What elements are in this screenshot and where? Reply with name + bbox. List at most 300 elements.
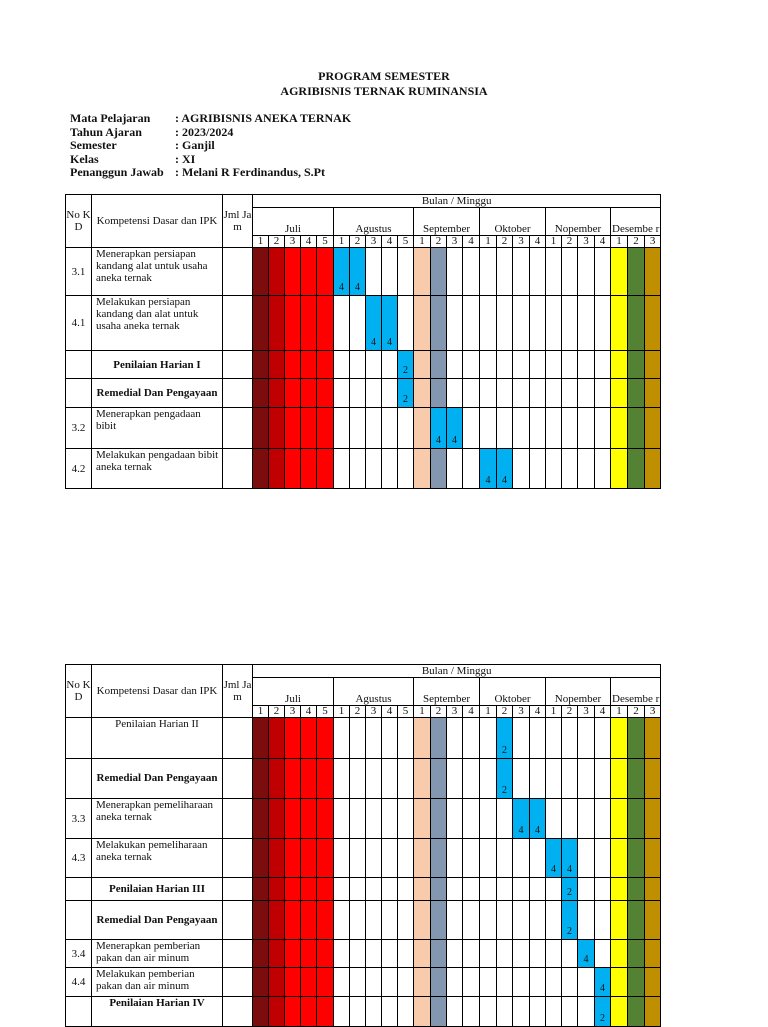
week-cell (497, 839, 513, 878)
week-cell (546, 296, 562, 351)
week-cell (497, 718, 513, 759)
week-cell (382, 296, 398, 351)
week-cell (628, 408, 645, 449)
kd-number (66, 718, 92, 759)
week-cell (595, 878, 611, 901)
week-cell (431, 351, 447, 379)
week-cell (530, 839, 546, 878)
week-cell (301, 839, 317, 878)
week-cell (645, 878, 661, 901)
hours-cell (223, 408, 253, 449)
week-cell (497, 997, 513, 1027)
schedule-row (66, 248, 661, 296)
week-cell (530, 296, 546, 351)
week-cell (398, 968, 414, 997)
kd-description: Menerapkan pemberian pakan dan air minum (92, 940, 223, 968)
week-cell (530, 878, 546, 901)
week-cell (398, 718, 414, 759)
week-cell (513, 997, 530, 1027)
week-number: 3 (578, 706, 595, 718)
week-cell (645, 901, 661, 940)
week-cell (447, 379, 463, 408)
week-cell (285, 351, 301, 379)
hours-cell (223, 799, 253, 839)
kd-number-header: No K D (66, 195, 92, 248)
week-cell (546, 968, 562, 997)
meta-row (70, 126, 351, 140)
week-cell (285, 379, 301, 408)
week-number: 2 (269, 706, 285, 718)
week-cell (628, 968, 645, 997)
hours-allocated: 4 (436, 435, 441, 446)
week-cell (628, 878, 645, 901)
week-cell (463, 997, 480, 1027)
week-cell (611, 839, 628, 878)
week-cell (562, 351, 578, 379)
week-cell (317, 759, 334, 799)
schedule-row (66, 351, 661, 379)
hours-allocated: 4 (583, 954, 589, 965)
week-number: 4 (595, 706, 611, 718)
week-cell (480, 940, 497, 968)
week-cell (447, 296, 463, 351)
week-cell (595, 379, 611, 408)
week-cell (366, 968, 382, 997)
week-cell (317, 718, 334, 759)
week-cell (382, 839, 398, 878)
week-cell (414, 759, 431, 799)
week-number: 1 (253, 706, 269, 718)
week-cell (611, 379, 628, 408)
hours-allocated: 2 (502, 745, 507, 756)
week-cell (546, 940, 562, 968)
week-cell (285, 759, 301, 799)
month-header: Desembe r (611, 678, 661, 706)
week-cell (366, 940, 382, 968)
week-cell (578, 968, 595, 997)
week-cell (431, 759, 447, 799)
week-cell (497, 968, 513, 997)
week-cell (595, 351, 611, 379)
week-cell (334, 799, 350, 839)
week-cell (447, 940, 463, 968)
week-cell (285, 878, 301, 901)
week-cell (414, 296, 431, 351)
week-cell (269, 901, 285, 940)
week-cell (269, 799, 285, 839)
doc-title: PROGRAM SEMESTER (318, 69, 450, 83)
week-cell (301, 799, 317, 839)
month-header: Nopember (546, 678, 611, 706)
week-cell (447, 878, 463, 901)
week-cell (301, 901, 317, 940)
week-cell (628, 296, 645, 351)
week-cell (350, 940, 366, 968)
week-cell (253, 351, 269, 379)
week-cell (463, 901, 480, 940)
week-cell (546, 997, 562, 1027)
week-cell (317, 799, 334, 839)
week-cell (463, 248, 480, 296)
week-number: 1 (334, 236, 350, 248)
week-cell (317, 997, 334, 1027)
week-cell (463, 449, 480, 489)
week-cell (546, 408, 562, 449)
hours-cell (223, 449, 253, 489)
kd-number: 4.2 (66, 449, 92, 489)
week-cell (463, 799, 480, 839)
week-cell (546, 799, 562, 839)
week-cell (301, 878, 317, 901)
week-cell (595, 901, 611, 940)
week-cell (431, 968, 447, 997)
kd-number (66, 901, 92, 940)
week-cell (350, 968, 366, 997)
week-cell (285, 248, 301, 296)
week-cell (414, 248, 431, 296)
week-cell (414, 940, 431, 968)
week-number: 4 (530, 706, 546, 718)
hours-allocated: 2 (403, 365, 408, 376)
week-cell (366, 248, 382, 296)
kd-description: Menerapkan persiapan kandang alat untuk usaha aneka ternak (92, 248, 223, 296)
week-cell (366, 296, 382, 351)
week-cell (611, 940, 628, 968)
week-cell (530, 718, 546, 759)
week-cell (611, 759, 628, 799)
week-cell (398, 901, 414, 940)
week-cell (463, 408, 480, 449)
week-cell (253, 901, 269, 940)
hours-cell (223, 296, 253, 351)
week-cell (513, 718, 530, 759)
meta-label: Kelas (70, 151, 99, 166)
week-cell (414, 408, 431, 449)
week-cell (334, 901, 350, 940)
week-cell (562, 997, 578, 1027)
week-cell (317, 878, 334, 901)
hours-allocated: 4 (452, 435, 457, 446)
kd-number (66, 878, 92, 901)
week-cell (497, 878, 513, 901)
week-cell (317, 940, 334, 968)
kd-description: Remedial Dan Pengayaan (92, 759, 223, 799)
week-cell (447, 449, 463, 489)
week-cell (546, 449, 562, 489)
kd-description: Melakukan pemeliharaan aneka ternak (92, 839, 223, 878)
week-cell (366, 351, 382, 379)
week-cell (546, 878, 562, 901)
week-cell (269, 351, 285, 379)
week-cell (285, 799, 301, 839)
week-cell (414, 968, 431, 997)
week-cell (611, 351, 628, 379)
week-cell (463, 718, 480, 759)
week-cell (595, 759, 611, 799)
month-header: Agustus (334, 208, 414, 236)
week-number: 3 (513, 706, 530, 718)
schedule-row (66, 940, 661, 968)
schedule-row (66, 968, 661, 997)
week-cell (253, 839, 269, 878)
hours-cell (223, 718, 253, 759)
week-number: 2 (431, 706, 447, 718)
meta-label: Mata Pelajaran (70, 111, 151, 125)
week-cell (463, 968, 480, 997)
week-number: 2 (350, 236, 366, 248)
week-cell (414, 351, 431, 379)
week-cell (578, 296, 595, 351)
week-number: 4 (382, 236, 398, 248)
hours-allocated: 4 (485, 475, 491, 486)
schedule-row (66, 449, 661, 489)
week-cell (414, 839, 431, 878)
week-cell (350, 839, 366, 878)
month-header: Oktober (480, 208, 546, 236)
kd-number: 4.3 (66, 839, 92, 878)
week-number: 2 (497, 706, 513, 718)
week-cell (301, 296, 317, 351)
week-cell (628, 718, 645, 759)
week-cell (334, 940, 350, 968)
meta-label: Semester (70, 138, 117, 152)
week-cell (431, 997, 447, 1027)
week-cell (578, 878, 595, 901)
week-number: 3 (285, 236, 301, 248)
hours-allocated: 4 (355, 282, 360, 293)
week-cell (546, 351, 562, 379)
week-number: 1 (611, 706, 628, 718)
week-cell (628, 449, 645, 489)
week-cell (595, 408, 611, 449)
week-cell (350, 759, 366, 799)
week-cell (366, 839, 382, 878)
kd-title-header: Kompetensi Dasar dan IPK (92, 665, 223, 718)
week-cell (382, 759, 398, 799)
week-cell (530, 449, 546, 489)
week-cell (530, 759, 546, 799)
meta-row (70, 166, 351, 180)
week-cell (645, 997, 661, 1027)
week-cell (398, 449, 414, 489)
week-cell (480, 997, 497, 1027)
hours-allocated: 4 (518, 825, 524, 836)
week-cell (366, 997, 382, 1027)
week-cell (398, 839, 414, 878)
week-cell (285, 408, 301, 449)
week-cell (414, 878, 431, 901)
week-cell (334, 759, 350, 799)
month-header: September (414, 208, 480, 236)
week-cell (317, 351, 334, 379)
week-cell (414, 379, 431, 408)
week-cell (546, 248, 562, 296)
week-cell (562, 718, 578, 759)
month-week-header: Bulan / Minggu (253, 665, 661, 678)
week-cell (285, 718, 301, 759)
week-cell (334, 997, 350, 1027)
week-cell (611, 968, 628, 997)
week-cell (628, 248, 645, 296)
week-cell (253, 408, 269, 449)
month-header: Desembe r (611, 208, 661, 236)
week-cell (578, 940, 595, 968)
week-cell (398, 878, 414, 901)
hours-allocated: 4 (600, 983, 605, 994)
week-cell (301, 449, 317, 489)
hours-allocated: 2 (502, 785, 507, 796)
week-cell (382, 379, 398, 408)
kd-number (66, 997, 92, 1027)
week-cell (366, 759, 382, 799)
week-cell (253, 248, 269, 296)
week-cell (350, 296, 366, 351)
week-number: 2 (269, 236, 285, 248)
week-cell (269, 296, 285, 351)
week-cell (382, 248, 398, 296)
week-cell (513, 379, 530, 408)
week-cell (382, 799, 398, 839)
week-cell (269, 759, 285, 799)
week-cell (334, 351, 350, 379)
week-cell (497, 379, 513, 408)
hours-allocated: 4 (567, 864, 572, 875)
week-cell (334, 878, 350, 901)
week-cell (578, 449, 595, 489)
week-cell (513, 968, 530, 997)
week-cell (546, 759, 562, 799)
week-cell (628, 839, 645, 878)
week-cell (480, 901, 497, 940)
week-cell (334, 379, 350, 408)
week-cell (285, 901, 301, 940)
week-cell (253, 759, 269, 799)
week-cell (253, 449, 269, 489)
week-cell (595, 839, 611, 878)
kd-number: 4.1 (66, 296, 92, 351)
doc-subtitle: AGRIBISNIS TERNAK RUMINANSIA (280, 84, 488, 98)
week-cell (447, 839, 463, 878)
week-cell (497, 940, 513, 968)
week-cell (317, 839, 334, 878)
week-cell (611, 718, 628, 759)
week-cell (595, 449, 611, 489)
week-number: 3 (513, 236, 530, 248)
week-cell (562, 449, 578, 489)
week-cell (269, 878, 285, 901)
hours-allocated: 4 (535, 825, 540, 836)
week-number: 3 (578, 236, 595, 248)
week-cell (334, 408, 350, 449)
week-cell (269, 449, 285, 489)
kd-description: Melakukan pengadaan bibit aneka ternak (92, 449, 223, 489)
week-cell (431, 296, 447, 351)
meta-value: : Ganjil (175, 138, 215, 152)
schedule-row (66, 718, 661, 759)
week-cell (513, 351, 530, 379)
kd-number-header: No K D (66, 665, 92, 718)
week-number: 3 (366, 706, 382, 718)
month-header: September (414, 678, 480, 706)
week-cell (366, 408, 382, 449)
hours-cell (223, 997, 253, 1027)
week-cell (595, 248, 611, 296)
week-number: 5 (398, 236, 414, 248)
month-header: Nopember (546, 208, 611, 236)
meta-value: : AGRIBISNIS ANEKA TERNAK (175, 111, 352, 125)
week-number: 3 (285, 706, 301, 718)
meta-row (70, 112, 351, 126)
week-cell (463, 839, 480, 878)
week-cell (350, 997, 366, 1027)
week-cell (562, 968, 578, 997)
kd-description: Melakukan pemberian pakan dan air minum (92, 968, 223, 997)
week-cell (301, 968, 317, 997)
week-cell (431, 940, 447, 968)
week-cell (595, 718, 611, 759)
week-cell (269, 839, 285, 878)
week-cell (530, 901, 546, 940)
hours-cell (223, 839, 253, 878)
month-header: Oktober (480, 678, 546, 706)
meta-row (70, 139, 351, 153)
week-cell (645, 839, 661, 878)
hours-cell (223, 878, 253, 901)
kd-description: Remedial Dan Pengayaan (92, 901, 223, 940)
week-cell (285, 968, 301, 997)
week-cell (253, 940, 269, 968)
week-cell (497, 248, 513, 296)
week-cell (431, 718, 447, 759)
week-cell (414, 901, 431, 940)
week-cell (611, 248, 628, 296)
week-cell (431, 799, 447, 839)
week-cell (497, 449, 513, 489)
week-cell (334, 296, 350, 351)
week-number: 3 (366, 236, 382, 248)
week-cell (350, 408, 366, 449)
week-cell (645, 968, 661, 997)
week-cell (645, 449, 661, 489)
week-cell (480, 248, 497, 296)
week-cell (334, 839, 350, 878)
week-cell (447, 997, 463, 1027)
week-cell (253, 718, 269, 759)
week-cell (414, 449, 431, 489)
week-cell (480, 718, 497, 759)
hours-cell (223, 968, 253, 997)
week-number: 2 (562, 706, 578, 718)
week-number: 1 (546, 706, 562, 718)
week-cell (447, 799, 463, 839)
week-cell (382, 901, 398, 940)
week-cell (480, 408, 497, 449)
week-cell (382, 968, 398, 997)
hours-cell (223, 901, 253, 940)
week-cell (463, 351, 480, 379)
week-cell (628, 379, 645, 408)
week-cell (611, 408, 628, 449)
week-cell (513, 799, 530, 839)
week-cell (366, 379, 382, 408)
hours-cell (223, 940, 253, 968)
week-cell (530, 408, 546, 449)
hours-allocated: 4 (339, 282, 344, 293)
week-cell (546, 718, 562, 759)
week-cell (350, 248, 366, 296)
kd-number (66, 759, 92, 799)
week-number: 4 (463, 236, 480, 248)
